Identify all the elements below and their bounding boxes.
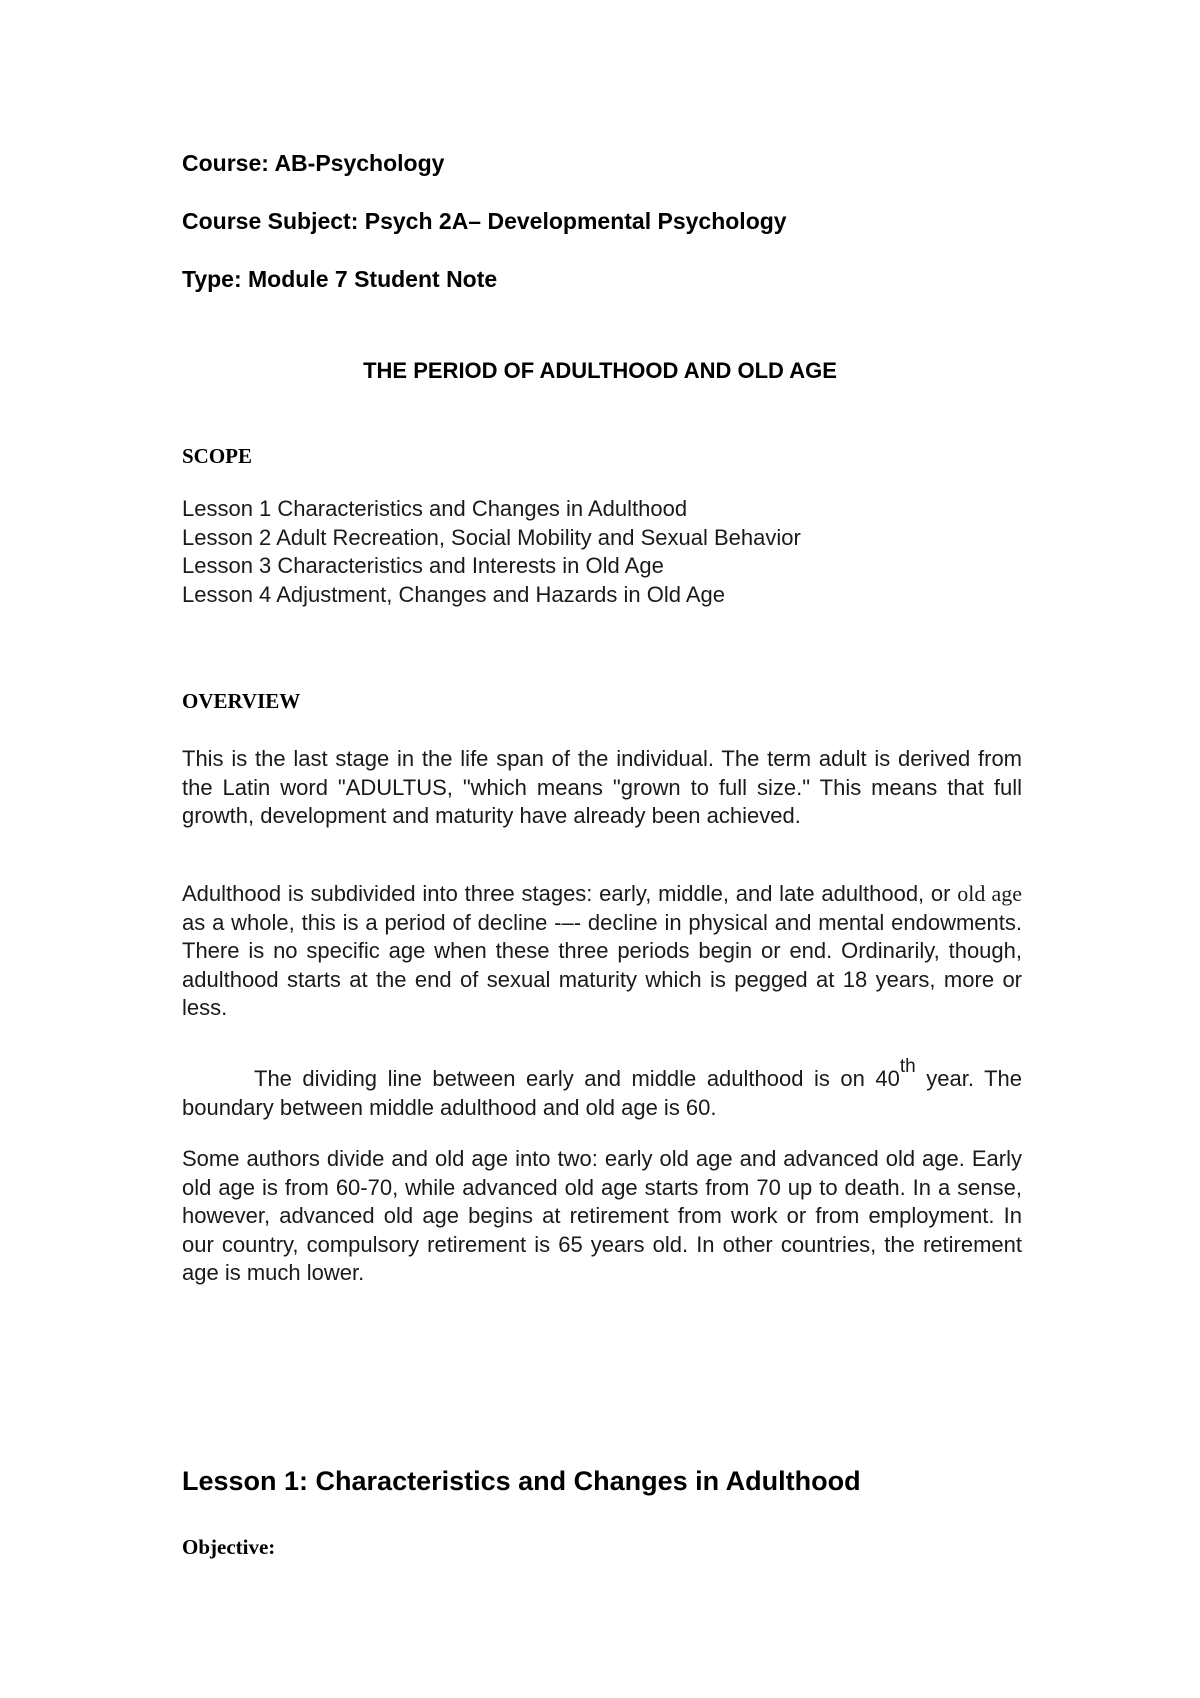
- type-line: Type: Module 7 Student Note: [182, 266, 498, 292]
- course-line: Course: AB-Psychology: [182, 150, 445, 176]
- scope-lesson-item: Lesson 2 Adult Recreation, Social Mobility and Sexual Behavior: [182, 524, 801, 550]
- overview-paragraph-3: The dividing line between early and middle adulthood is on 40th year. The boundary between middle adulthood and old age is 60.: [182, 1056, 1022, 1120]
- objective-label: Objective:: [182, 1535, 276, 1559]
- course-subject-line: Course Subject: Psych 2A– Developmental Psychology: [182, 208, 787, 234]
- overview-paragraph-4: Some authors divide and old age into two: early old age and advanced old age. Early old age is from 60-70, while advanced old age starts from 70 up to death. In a sense, however, advanced old age begins at retirement from work or from employment. In our country, compulsory retirement is 65 years old. In other countries, the retirement age is much lower.: [182, 1146, 1022, 1285]
- scope-lesson-item: Lesson 1 Characteristics and Changes in Adulthood: [182, 496, 688, 521]
- scope-lesson-list: [182, 495, 801, 609]
- scope-lesson-item: Lesson 4 Adjustment, Changes and Hazards in Old Age: [182, 581, 726, 607]
- overview-paragraph-2: Adulthood is subdivided into three stages: early, middle, and late adulthood, or old age as a whole, this is a period of decline -–- decline in physical and mental endowments. There is no specific age when these three periods begin or end. Ordinarily, though, adulthood starts at the end of sexual maturity which is pegged at 18 years, more or less.: [182, 881, 1022, 1020]
- ordinal-superscript: th: [899, 1056, 916, 1077]
- scope-heading: SCOPE: [182, 444, 253, 468]
- lesson-1-heading: Lesson 1: Characteristics and Changes in Adulthood: [182, 1466, 861, 1496]
- overview-heading: OVERVIEW: [182, 689, 301, 713]
- document-title: THE PERIOD OF ADULTHOOD AND OLD AGE: [363, 358, 837, 383]
- scope-lesson-item: Lesson 3 Characteristics and Interests in Old Age: [182, 553, 664, 578]
- overview-paragraph-1: This is the last stage in the life span of the individual. The term adult is derived from the Latin word "ADULTUS, "which means "grown to full size." This means that full growth, development and maturity have already been achieved.: [182, 746, 1022, 828]
